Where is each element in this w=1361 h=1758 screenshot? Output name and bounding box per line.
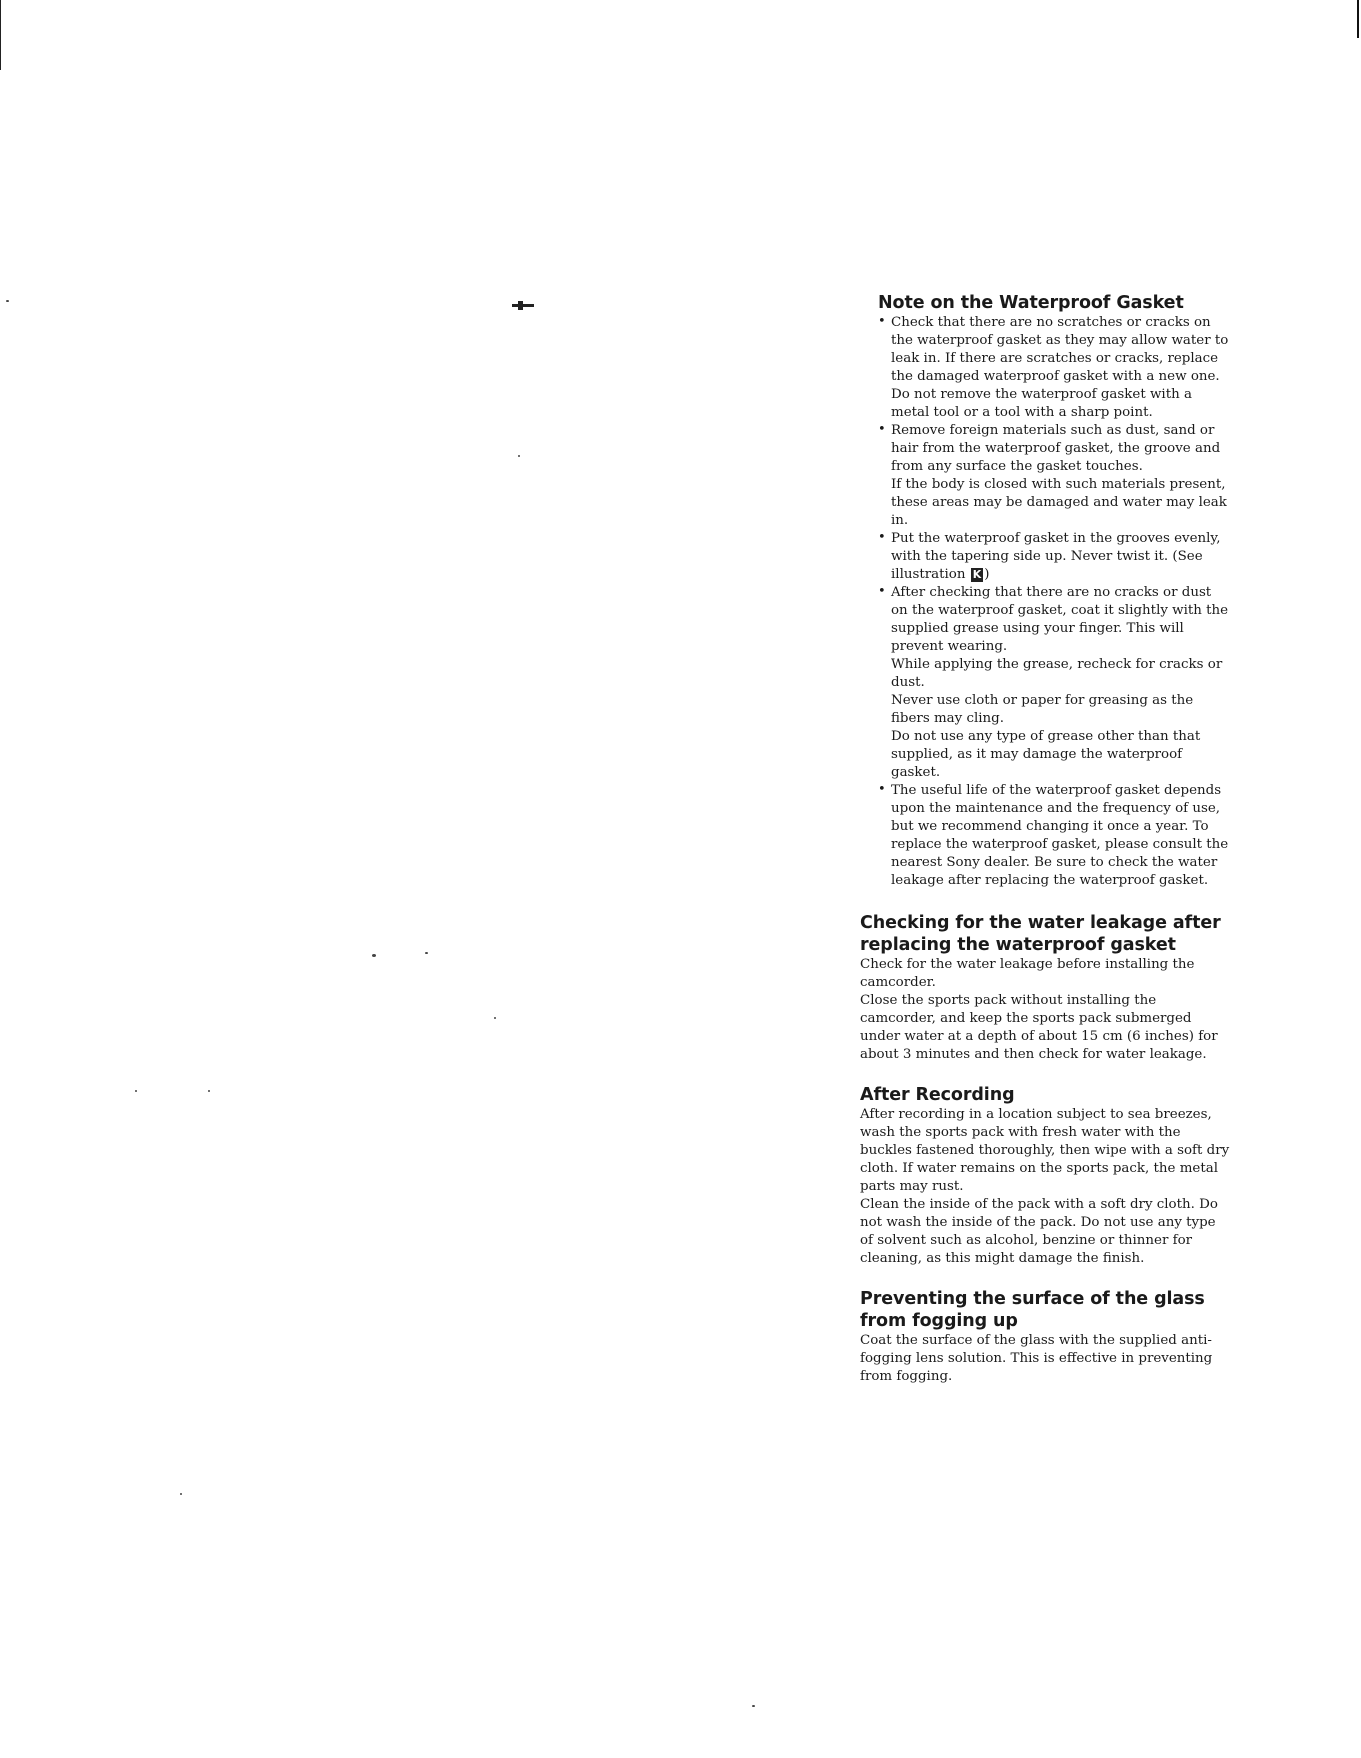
section-heading: Preventing the surface of the glass from fogging up — [860, 1289, 1205, 1331]
scan-speck — [372, 954, 376, 957]
scan-speck — [518, 455, 520, 457]
paragraph: While applying the grease, recheck for cracks or dust. — [891, 657, 1223, 690]
list-item — [878, 584, 1230, 782]
list-item — [878, 782, 1230, 890]
scan-speck — [208, 1090, 210, 1092]
scan-speck — [6, 300, 9, 302]
section-heading: Note on the Waterproof Gasket — [878, 293, 1184, 313]
scan-speck — [752, 1705, 755, 1707]
paragraph: • Remove foreign materials such as dust, sand or hair from the waterproof gasket, the groove and from any surface the gasket touches. — [891, 423, 1221, 474]
scan-speck — [494, 1017, 496, 1019]
gasket-note-list — [878, 314, 1230, 890]
paragraph: • Check that there are no scratches or cracks on the waterproof gasket as they may allow water to leak in. If there are scratches or cracks, replace the damaged waterproof gasket with a new one. — [891, 315, 1229, 384]
fogging-section — [860, 1288, 1230, 1386]
paragraph: Close the sports pack without installing the camcorder, and keep the sports pack submerged under water at a depth of about 15 cm (6 inches) for about 3 minutes and then check for water leakage. — [860, 993, 1218, 1062]
paragraph: Do not use any type of grease other than that supplied, as it may damage the waterproof gasket. — [891, 729, 1201, 780]
list-item — [878, 314, 1230, 422]
scan-speck — [425, 952, 428, 954]
paragraph: Do not remove the waterproof gasket with a metal tool or a tool with a sharp point. — [891, 387, 1192, 420]
registration-mark — [512, 304, 534, 307]
paragraph: Check for the water leakage before installing the camcorder. — [860, 957, 1195, 990]
illustration-label-icon: K — [972, 568, 982, 581]
paragraph: Clean the inside of the pack with a soft dry cloth. Do not wash the inside of the pack. Do not use any type of solvent such as alcohol, benzine or thinner for cleaning, as this might damage the finish. — [860, 1197, 1218, 1266]
scan-edge-line-left — [0, 0, 1, 70]
paragraph — [891, 530, 1230, 584]
paragraph: After recording in a location subject to sea breezes, wash the sports pack with fresh water with the buckles fastened thoroughly, then wipe with a soft dry cloth. If water remains on the sports pack, the metal parts may rust. — [860, 1107, 1230, 1194]
paragraph-text: Put the waterproof gasket in the grooves evenly, with the tapering side up. Never twist it. (See illustration — [891, 531, 1221, 582]
paragraph-text: ) — [984, 567, 990, 582]
scan-speck — [180, 1493, 182, 1495]
paragraph: Never use cloth or paper for greasing as the fibers may cling. — [891, 693, 1194, 726]
after-recording-section — [860, 1084, 1230, 1268]
scan-speck — [135, 1090, 137, 1092]
paragraph: • After checking that there are no cracks or dust on the waterproof gasket, coat it slightly with the supplied grease using your finger. This will prevent wearing. — [891, 585, 1229, 654]
list-item — [878, 422, 1230, 530]
scan-edge-line — [1357, 0, 1359, 38]
gasket-note-section — [860, 292, 1230, 890]
section-heading: Checking for the water leakage after replacing the waterproof gasket — [860, 913, 1221, 955]
paragraph: Coat the surface of the glass with the supplied anti-fogging lens solution. This is effective in preventing from fogging. — [860, 1333, 1213, 1384]
paragraph: • The useful life of the waterproof gasket depends upon the maintenance and the frequency of use, but we recommend changing it once a year. To replace the waterproof gasket, please consult the nearest Sony dealer. Be sure to check the water leakage after replacing the waterproof gasket. — [891, 783, 1229, 888]
paragraph: If the body is closed with such materials present, these areas may be damaged and water may leak in. — [891, 477, 1227, 528]
list-item — [878, 530, 1230, 584]
text-column — [860, 292, 1230, 1386]
leakage-check-section — [860, 912, 1230, 1064]
section-heading: After Recording — [860, 1085, 1015, 1105]
